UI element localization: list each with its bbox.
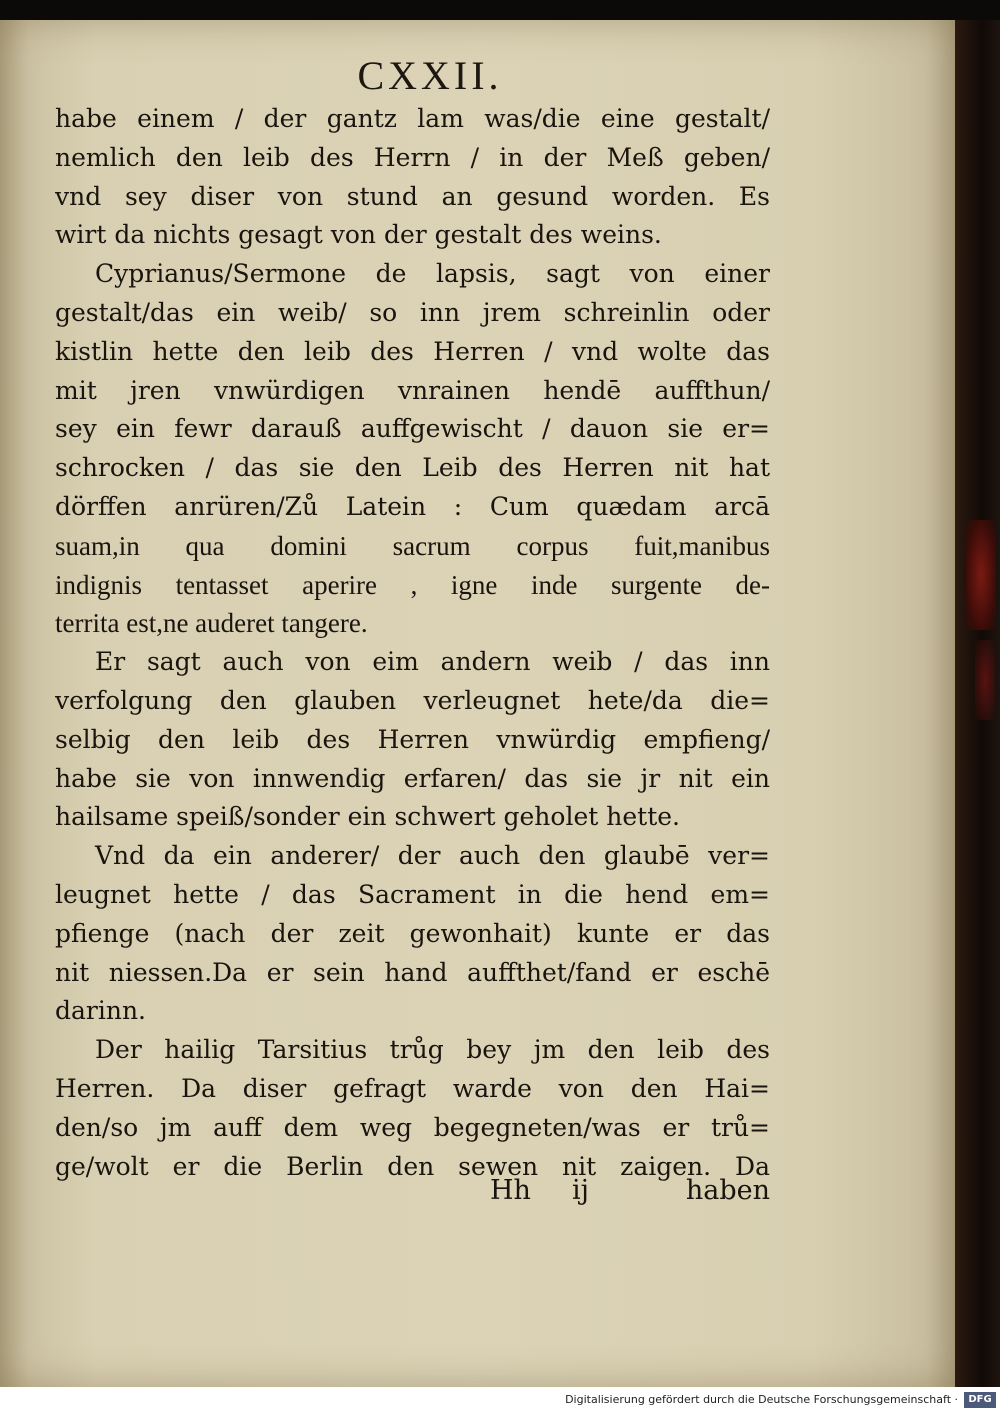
text-line: Cyprianus/Sermone de lapsis, sagt von einer <box>95 259 770 289</box>
signature-mark: Hh <box>490 1175 531 1206</box>
text-line: Vnd da ein anderer/ der auch den glaubē ver= <box>95 841 770 871</box>
text-line: hailsame speiß/sonder ein schwert geholet hette. <box>55 802 680 832</box>
text-line: wirt da nichts gesagt von der gestalt des weins. <box>55 220 662 250</box>
text-line: schrocken / das sie den Leib des Herren nit hat <box>55 453 770 483</box>
text-line: darinn. <box>55 996 147 1026</box>
latin-line: indignis tentasset aperire , igne inde surgente de- <box>55 569 770 600</box>
folio-number: CXXII. <box>357 53 503 98</box>
text-line: kistlin hette den leib des Herren / vnd wolte das <box>55 336 770 366</box>
text-line: selbig den leib des Herren vnwürdig empfieng/ <box>55 724 770 754</box>
text-line: Er sagt auch von eim andern weib / das inn <box>95 647 770 677</box>
latin-line: suam,in qua domini sacrum corpus fuit,manibus <box>55 530 770 561</box>
text-line: sey ein fewr darauß auffgewischt / dauon sie er= <box>55 414 770 444</box>
text-line: verfolgung den glauben verleugnet hete/da die= <box>55 685 770 715</box>
catchline <box>480 1175 770 1215</box>
text-line: mit jren vnwürdigen vnrainen hendē auffthun/ <box>55 375 770 405</box>
text-line: nit niessen.Da er sein hand auffthet/fand er eschē <box>55 957 770 987</box>
text-line: pfienge (nach der zeit gewonhait) kunte er das <box>55 918 770 948</box>
dfg-logo: DFG <box>964 1392 996 1408</box>
text-line: Herren. Da diser gefragt warde von den Hai= <box>55 1073 770 1103</box>
signature-number: ij <box>572 1175 590 1206</box>
text-line: nemlich den leib des Herrn / in der Meß geben/ <box>55 142 770 172</box>
text-line: habe einem / der gantz lam was/die eine gestalt/ <box>55 104 770 133</box>
catchword: haben <box>685 1175 770 1206</box>
dfg-credit-text: Digitalisierung gefördert durch die Deutsche Forschungsgemeinschaft · <box>565 1393 958 1406</box>
binding-red-mark-lower <box>975 640 995 720</box>
text-line: Der hailig Tarsitius trůg bey jm den leib des <box>95 1035 770 1065</box>
latin-line: territa est,ne auderet tangere. <box>55 608 368 639</box>
text-line: gestalt/das ein weib/ so inn jrem schreinlin oder <box>55 297 770 327</box>
text-line: dörffen anrüren/Zů Latein : Cum quædam arcā <box>55 491 770 521</box>
text-line: habe sie von innwendig erfaren/ das sie jr nit ein <box>55 763 770 793</box>
digitization-footer <box>0 1387 1000 1415</box>
text-line: ge/wolt er die Berlin den sewen nit zaigen. Da <box>55 1151 770 1181</box>
body-text <box>55 100 770 1186</box>
binding-red-mark <box>966 520 996 630</box>
text-line: den/so jm auff dem weg begegneten/was er trů= <box>55 1112 770 1142</box>
text-line: leugnet hette / das Sacrament in die hend em= <box>55 879 770 909</box>
text-line: vnd sey diser von stund an gesund worden. Es <box>55 181 770 211</box>
